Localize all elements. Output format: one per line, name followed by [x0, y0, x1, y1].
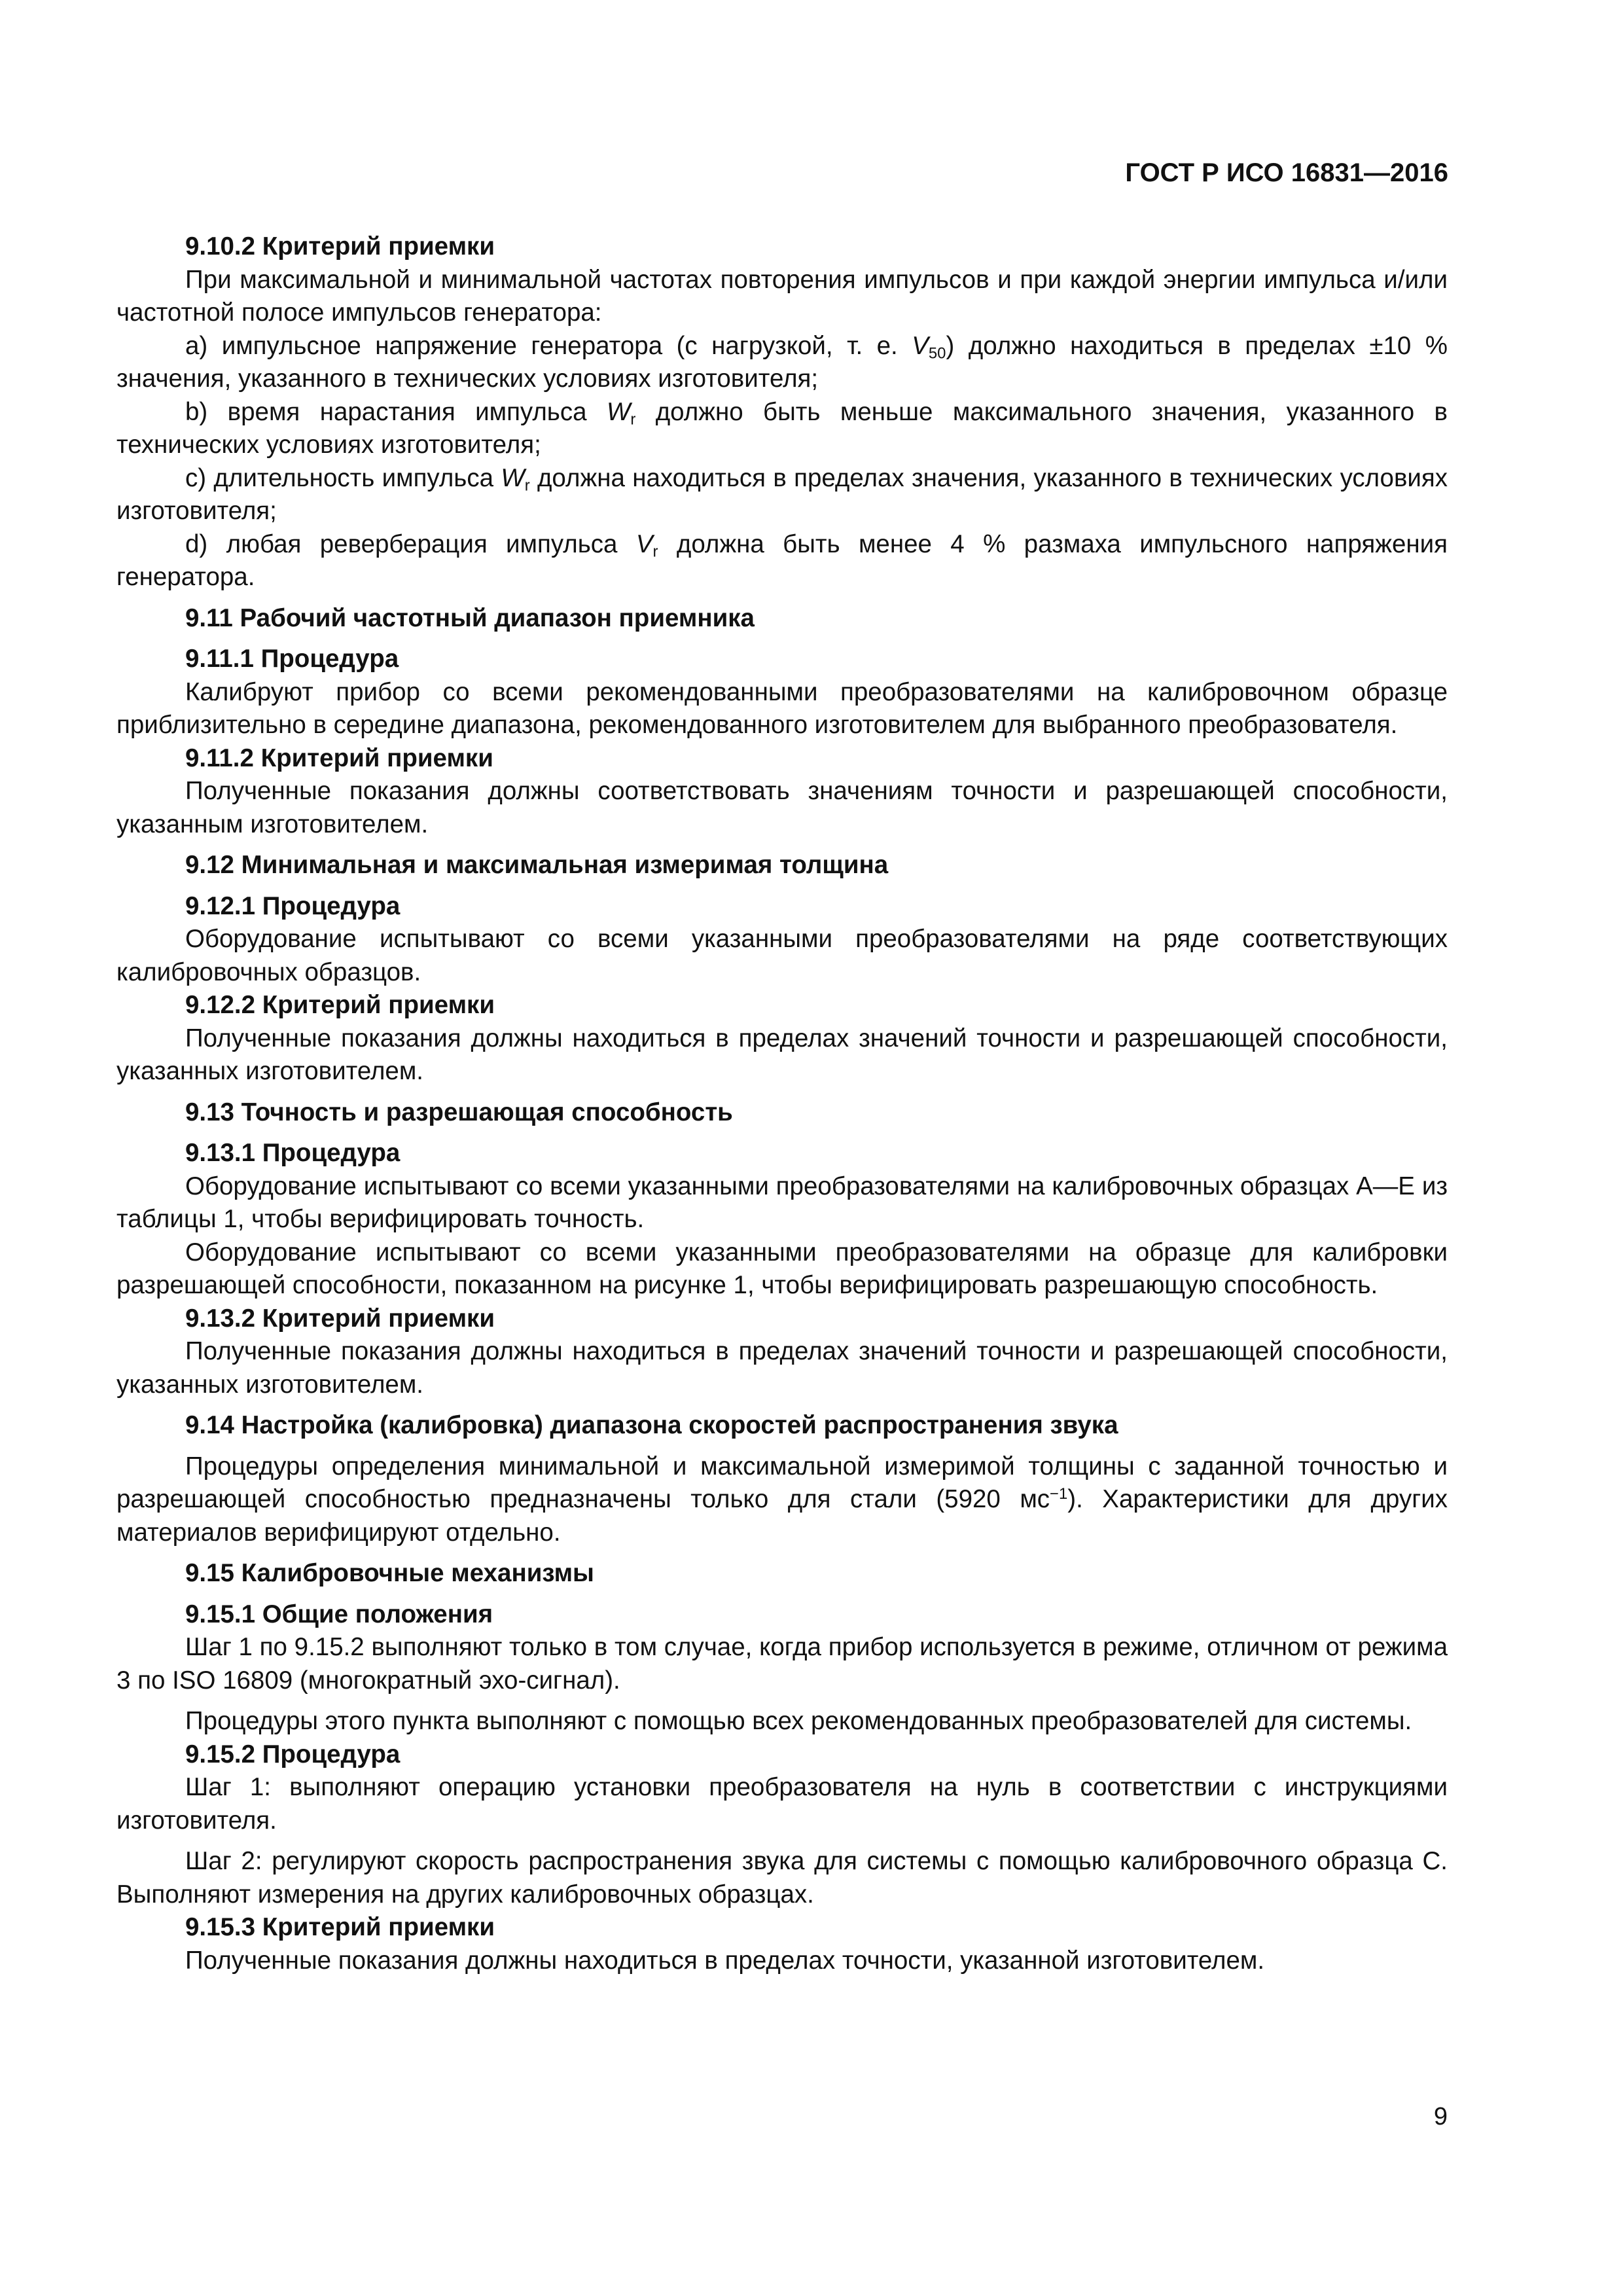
body-paragraph: Калибруют прибор со всеми рекомендованными преобразователями на калибровочном образце приблизительно в середине диапазона, рекомендованного изготовителем для выбранного преобразователя. — [116, 677, 1448, 739]
body-paragraph: Полученные показания должны соответствовать значениям точности и разрешающей способности, указанным изготовителем. — [116, 777, 1448, 838]
body-paragraph: Оборудование испытывают со всеми указанными преобразователями на ряде соответствующих калибровочных образцов. — [116, 925, 1448, 986]
body-paragraph: Процедуры определения минимальной и максимальной измеримой толщины с заданной точностью и разрешающей способностью предназначены только для стали (5920 $мс^{-1}$). Характеристики для других материалов верифицируют отдельно. — [116, 1452, 1448, 1547]
document-body — [116, 230, 1448, 1977]
section-heading: 9.15 Калибровочные механизмы — [185, 1559, 594, 1587]
section-heading: 9.15.2 Процедура — [185, 1740, 401, 1768]
body-paragraph: Оборудование испытывают со всеми указанными преобразователями на образце для калибровки разрешающей способности, показанном на рисунке 1, чтобы верифицировать разрешающую способность. — [116, 1238, 1448, 1299]
section-heading: 9.15.3 Критерий приемки — [185, 1913, 495, 1941]
section-heading: 9.11.1 Процедура — [185, 645, 399, 673]
body-paragraph: a) импульсное напряжение генератора (с нагрузкой, т. е. $V_{50}$) должно находиться в пределах ±10 % значения, указанного в технических условиях изготовителя; — [116, 331, 1448, 393]
section-heading: 9.11 Рабочий частотный диапазон приемника — [185, 603, 755, 632]
section-heading: 9.13.2 Критерий приемки — [185, 1304, 495, 1333]
section-heading: 9.11.2 Критерий приемки — [185, 744, 493, 772]
section-heading: 9.13 Точность и разрешающая способность — [185, 1098, 733, 1126]
body-paragraph: d) любая реверберация импульса $V_r$ должна быть менее 4 % размаха импульсного напряжения генератора. — [116, 529, 1448, 591]
body-paragraph: Шаг 1 по 9.15.2 выполняют только в том случае, когда прибор используется в режиме, отличном от режима 3 по ISO 16809 (многократный эхо-сигнал). — [116, 1633, 1448, 1695]
body-paragraph: Оборудование испытывают со всеми указанными преобразователями на калибровочных образцах А—Е из таблицы 1, чтобы верифицировать точность. — [116, 1172, 1448, 1233]
section-heading: 9.12.2 Критерий приемки — [185, 991, 495, 1019]
body-paragraph: Полученные показания должны находиться в пределах значений точности и разрешающей способности, указанных изготовителем. — [116, 1337, 1448, 1399]
body-paragraph: Шаг 2: регулируют скорость распространения звука для системы с помощью калибровочного образца С. Выполняют измерения на других калибровочных образцах. — [116, 1847, 1448, 1909]
page-number: 9 — [1433, 2103, 1448, 2130]
body-paragraph: Полученные показания должны находиться в пределах значений точности и разрешающей способности, указанных изготовителем. — [116, 1024, 1448, 1085]
section-heading: 9.12.1 Процедура — [185, 891, 401, 920]
section-heading: 9.12 Минимальная и максимальная измеримая толщина — [185, 851, 889, 879]
section-heading: 9.13.1 Процедура — [185, 1139, 401, 1167]
body-paragraph: b) время нарастания импульса $W_r$ должно быть меньше максимального значения, указанного в технических условиях изготовителя; — [116, 397, 1448, 459]
standard-designation: ГОСТ Р ИСО 16831—2016 — [1125, 158, 1448, 187]
body-paragraph: При максимальной и минимальной частотах повторения импульсов и при каждой энергии импульса и/или частотной полосе импульсов генератора: — [116, 265, 1448, 327]
section-heading: 9.14 Настройка (калибровка) диапазона скоростей распространения звука — [185, 1411, 1118, 1439]
body-paragraph: Шаг 1: выполняют операцию установки преобразователя на нуль в соответствии с инструкциями изготовителя. — [116, 1773, 1448, 1835]
section-heading: 9.10.2 Критерий приемки — [185, 232, 495, 260]
body-paragraph: Процедуры этого пункта выполняют с помощью всех рекомендованных преобразователей для системы. — [185, 1707, 1412, 1735]
body-paragraph: c) длительность импульса $W_r$ должна находиться в пределах значения, указанного в технических условиях изготовителя; — [116, 463, 1448, 525]
section-heading: 9.15.1 Общие положения — [185, 1600, 493, 1628]
body-paragraph: Полученные показания должны находиться в пределах точности, указанной изготовителем. — [185, 1946, 1265, 1975]
